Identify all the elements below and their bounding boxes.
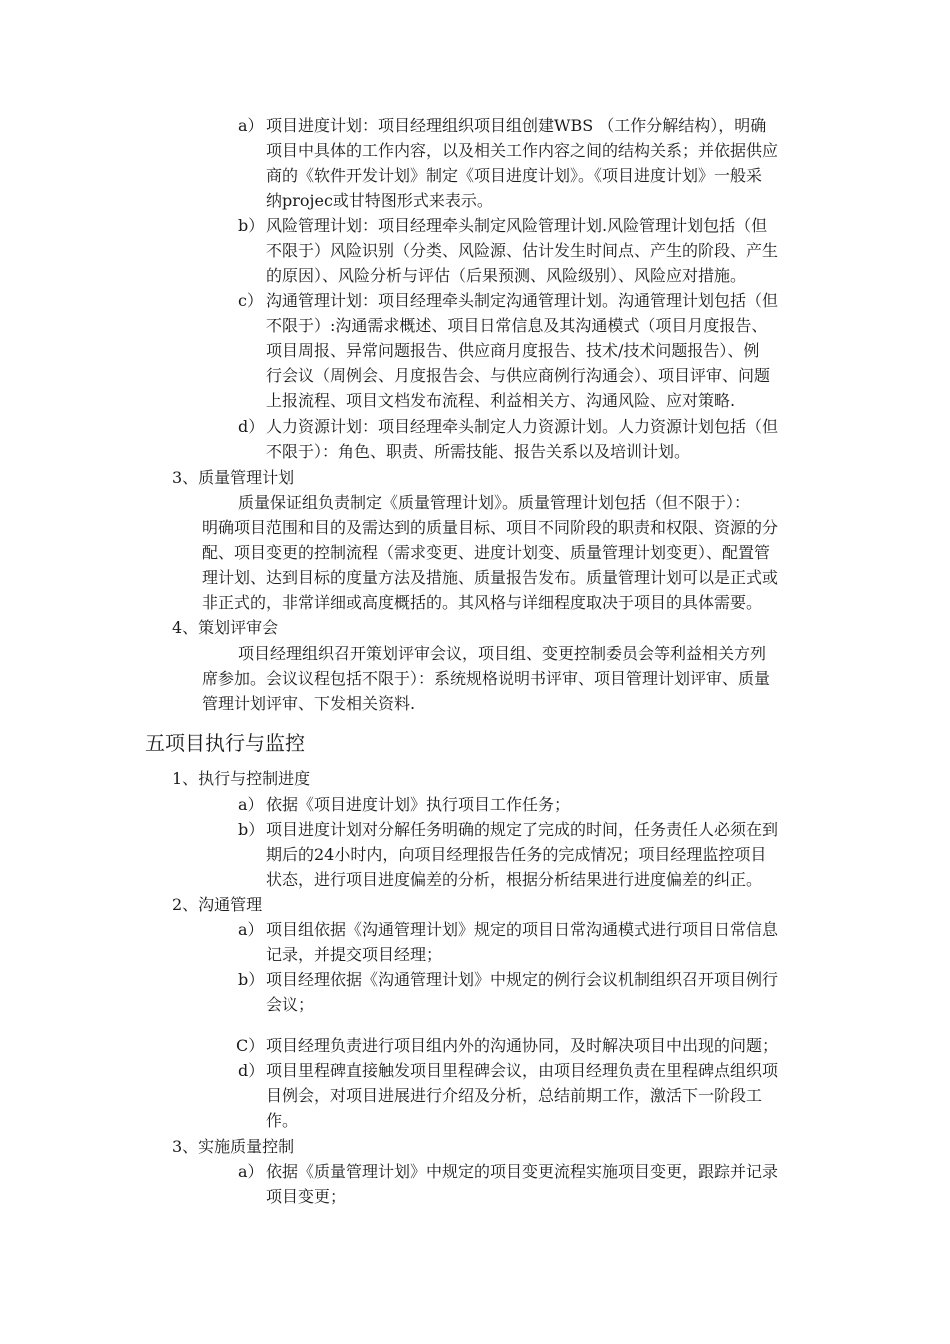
paragraph-line: 非正式的，非常详细或高度概括的。其风格与详细程度取决于项目的具体需要。 — [202, 593, 763, 612]
list-item-text: 记录，并提交项目经理； — [266, 945, 443, 964]
list-item-text: 依据《质量管理计划》中规定的项目变更流程实施项目变更，跟踪并记录 — [266, 1162, 779, 1181]
list-item-text: 项目进度计划对分解任务明确的规定了完成的时间，任务责任人必须在到 — [266, 820, 779, 839]
list-item-text: 纳projec或甘特图形式来表示。 — [266, 191, 493, 210]
list-item-text: 不限于）：角色、职责、所需技能、报告关系以及培训计划。 — [266, 442, 691, 461]
list-item-text: 项目周报、异常问题报告、供应商月度报告、技术/技术问题报告）、例 — [266, 341, 760, 360]
list-item-text: 目例会，对项目进展进行介绍及分析，总结前期工作，激活下一阶段工 — [266, 1086, 763, 1105]
list-item-text: 人力资源计划：项目经理牵头制定人力资源计划。人力资源计划包括（但 — [266, 417, 779, 436]
list-item-text: 项目中具体的工作内容，以及相关工作内容之间的结构关系；并依据供应 — [266, 141, 779, 160]
chapter-heading: 五项目执行与监控 — [145, 731, 305, 755]
section-heading: 4、策划评审会 — [172, 618, 279, 637]
list-item-text: 项目经理负责进行项目组内外的沟通协同，及时解决项目中出现的问题； — [266, 1036, 779, 1055]
list-item-text: 不限于）:沟通需求概述、项目日常信息及其沟通模式（项目月度报告、 — [266, 316, 768, 335]
list-item-text: 状态，进行项目进度偏差的分析，根据分析结果进行进度偏差的纠正。 — [266, 870, 763, 889]
list-item-text: 项目进度计划：项目经理组织项目组创建WBS （工作分解结构），明确 — [266, 116, 767, 135]
paragraph-line: 管理计划评审、下发相关资料. — [202, 694, 416, 713]
section-heading: 3、实施质量控制 — [172, 1137, 295, 1156]
list-item-marker: b） — [238, 970, 265, 989]
list-item-marker: a） — [238, 1162, 264, 1181]
list-item-marker: b） — [238, 216, 265, 235]
list-item-text: 作。 — [266, 1111, 299, 1130]
list-item-marker: b） — [238, 820, 265, 839]
list-item-marker: C） — [236, 1036, 265, 1055]
paragraph-line: 理计划、达到目标的度量方法及措施、质量报告发布。质量管理计划可以是正式或 — [202, 568, 779, 587]
list-item-text: 依据《项目进度计划》执行项目工作任务； — [266, 795, 571, 814]
list-item-text: 项目组依据《沟通管理计划》规定的项目日常沟通模式进行项目日常信息 — [266, 920, 779, 939]
list-item-text: 沟通管理计划：项目经理牵头制定沟通管理计划。沟通管理计划包括（但 — [266, 291, 779, 310]
list-item-text: 商的《软件开发计划》制定《项目进度计划》。《项目进度计划》一般采 — [266, 166, 763, 185]
paragraph-line: 质量保证组负责制定《质量管理计划》。质量管理计划包括（但不限于）： — [238, 493, 751, 512]
list-item-text: 的原因）、风险分析与评估（后果预测、风险级别）、风险应对措施。 — [266, 266, 747, 285]
paragraph-line: 明确项目范围和目的及需达到的质量目标、项目不同阶段的职责和权限、资源的分 — [202, 518, 779, 537]
paragraph-line: 项目经理组织召开策划评审会议，项目组、变更控制委员会等利益相关方列 — [238, 644, 767, 663]
list-item-marker: a） — [238, 795, 264, 814]
section-heading: 2、沟通管理 — [172, 895, 263, 914]
list-item-text: 不限于）风险识别（分类、风险源、估计发生时间点、产生的阶段、产生 — [266, 241, 779, 260]
list-item-marker: d） — [238, 417, 265, 436]
list-item-text: 行会议（周例会、月度报告会、与供应商例行沟通会）、项目评审、问题 — [266, 366, 771, 385]
list-item-marker: a） — [238, 920, 264, 939]
paragraph-line: 席参加。会议议程包括不限于）：系统规格说明书评审、项目管理计划评审、质量 — [202, 669, 771, 688]
paragraph-line: 配、项目变更的控制流程（需求变更、进度计划变、质量管理计划变更）、配置管 — [202, 543, 771, 562]
list-item-marker: c） — [238, 291, 263, 310]
list-item-text: 风险管理计划：项目经理牵头制定风险管理计划.风险管理计划包括（但 — [266, 216, 768, 235]
section-heading: 3、质量管理计划 — [172, 468, 295, 487]
section-heading: 1、执行与控制进度 — [172, 769, 311, 788]
list-item-text: 项目变更； — [266, 1187, 347, 1206]
list-item-marker: d） — [238, 1061, 265, 1080]
list-item-text: 期后的24小时内，向项目经理报告任务的完成情况；项目经理监控项目 — [266, 845, 767, 864]
list-item-text: 会议； — [266, 995, 315, 1014]
list-item-text: 上报流程、项目文档发布流程、利益相关方、沟通风险、应对策略. — [266, 391, 736, 410]
list-item-text: 项目经理依据《沟通管理计划》中规定的例行会议机制组织召开项目例行 — [266, 970, 779, 989]
list-item-marker: a） — [238, 116, 264, 135]
list-item-text: 项目里程碑直接触发项目里程碑会议，由项目经理负责在里程碑点组织项 — [266, 1061, 779, 1080]
